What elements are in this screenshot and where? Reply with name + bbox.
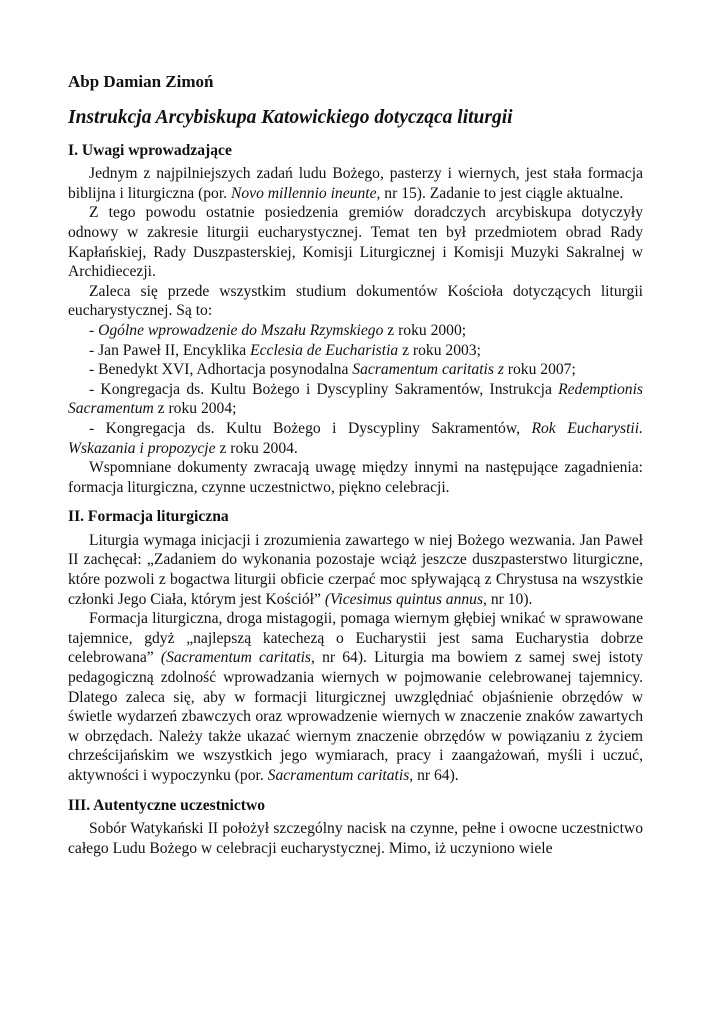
paragraph-1-4: Wspomniane dokumenty zwracają uwagę między innymi na następujące zagadnienia: formacja liturgiczna, czynne uczestnictwo, piękno celebracji. xyxy=(68,459,643,496)
section-heading-1: I. Uwagi wprowadzające xyxy=(68,141,232,159)
paragraph-2-2: Formacja liturgiczna, droga mistagogii, pomaga wiernym głębiej wnikać w sprawowane tajemnice, gdyż „najlepszą katechezą o Eucharystii jest sama Eucharystia dobrze celebrowana” (Sacramentum caritatis, nr 64). Liturgia ma bowiem z samej swej istoty pedagogiczną zdolność wprowadzania wiernych w pojmowanie celebrowanej tajemnicy. Dlatego zaleca się, aby w formacji liturgicznej uwzględniać objaśnienie obrzędów w świetle wydarzeń zbawczych oraz wprowadzenie wiernych w znaczenie znaków zawartych w obrzędach. Należy także ukazać wiernym znaczenie obrzędów w powiązaniu z życiem chrześcijańskim we wszystkich jego wymiarach, pracy i zaangażowań, myśli i uczuć, aktywności i wypoczynku (por. Sacramentum caritatis, nr 64). xyxy=(68,610,643,784)
list-item: - Benedykt XVI, Adhortacja posynodalna Sacramentum caritatis z roku 2007; xyxy=(89,361,576,379)
list-item: - Kongregacja ds. Kultu Bożego i Dyscypliny Sakramentów, Rok Eucharystii. Wskazania i propozycje z roku 2004. xyxy=(68,419,643,457)
paragraph-1-1: Jednym z najpilniejszych zadań ludu Bożego, pasterzy i wiernych, jest stała formacja biblijna i liturgiczna (por. Novo millennio ineunte, nr 15). Zadanie to jest ciągle aktualne. xyxy=(68,165,643,202)
document-page xyxy=(68,72,643,858)
paragraph-1-2: Z tego powodu ostatnie posiedzenia gremiów doradczych arcybiskupa dotyczyły odnowy w zakresie liturgii eucharystycznej. Temat ten był przedmiotem obrad Rady Kapłańskiej, Rady Duszpasterskiej, Komisji Liturgicznej i Komisji Muzyki Sakralnej w Archidiecezji. xyxy=(68,204,643,281)
paragraph-2-1: Liturgia wymaga inicjacji i zrozumienia zawartego w niej Bożego wezwania. Jan Paweł II zachęcał: „Zadaniem do wykonania pozostaje wciąż jeszcze duszpasterstwo liturgiczne, które pozwoli z bogactwa liturgii obficie czerpać moc spływającą z Chrystusa na wszystkie członki Jego Ciała, którym jest Kościół” (Vicesimus quintus annus, nr 10). xyxy=(68,531,643,608)
paragraph-3-1: Sobór Watykański II położył szczególny nacisk na czynne, pełne i owocne uczestnictwo całego Ludu Bożego w celebracji eucharystycznej. Mimo, iż uczyniono wiele xyxy=(68,820,643,857)
author-name: Abp Damian Zimoń xyxy=(68,72,214,91)
list-item: - Ogólne wprowadzenie do Mszału Rzymskiego z roku 2000; xyxy=(89,321,467,339)
section-heading-3: III. Autentyczne uczestnictwo xyxy=(68,796,266,814)
list-item: - Kongregacja ds. Kultu Bożego i Dyscypliny Sakramentów, Instrukcja Redemptionis Sacramentum z roku 2004; xyxy=(68,380,643,418)
list-item: - Jan Paweł II, Encyklika Ecclesia de Eucharistia z roku 2003; xyxy=(89,341,481,359)
paragraph-1-3: Zaleca się przede wszystkim studium dokumentów Kościoła dotyczących liturgii eucharystycznej. Są to: xyxy=(68,282,643,320)
section-heading-2: II. Formacja liturgiczna xyxy=(68,508,229,526)
document-title: Instrukcja Arcybiskupa Katowickiego dotycząca liturgii xyxy=(68,106,513,128)
